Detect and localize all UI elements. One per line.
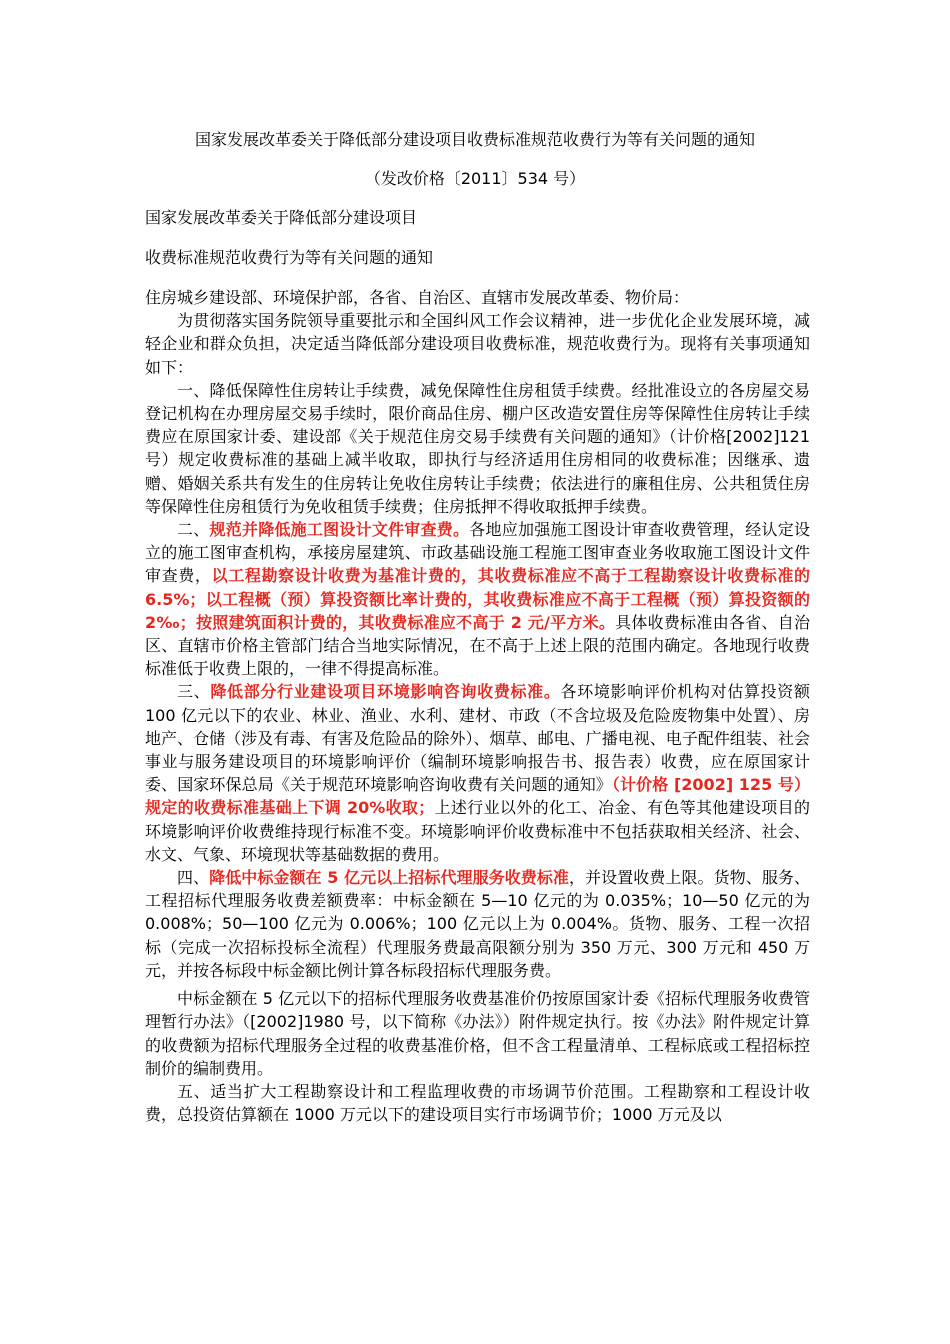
paragraph-3 — [145, 680, 810, 866]
p2-heading: 规范并降低施工图设计文件审查费。 — [209, 520, 470, 540]
recipients: 住房城乡建设部、环境保护部，各省、自治区、直辖市发展改革委、物价局： — [145, 288, 690, 307]
p2-highlight: 以工程勘察设计收费为基准计费的，其收费标准应不高于工程勘察设计收费标准的 6.5%；以工程概（预）算投资额比率计费的，其收费标准应不高于工程概（预）算投资额的 2‰；按照建筑面积计费的，其收费标准应不高于 2 元/平方米。 — [145, 566, 810, 632]
p4-heading: 降低中标金额在 5 亿元以上招标代理服务收费标准 — [209, 868, 569, 888]
p2-text-2: 具体收费标准由各省、自治区、直辖市价格主管部门结合当地实际情况，在不高于上述上限的范围内确定。各地现行收费标准低于收费上限的，一律不得提高标准。 — [145, 612, 810, 679]
document-body — [145, 286, 810, 1126]
p3-heading: 降低部分行业建设项目环境影响咨询收费标准。 — [210, 682, 561, 702]
subtitle-line-2: 收费标准规范收费行为等有关问题的通知 — [145, 248, 434, 267]
paragraph-4 — [145, 866, 810, 982]
paragraph-6: 五、适当扩大工程勘察设计和工程监理收费的市场调节价范围。工程勘察和工程设计收费，总投资估算额在 1000 万元以下的建设项目实行市场调节价；1000 万元及以 — [145, 1081, 810, 1125]
p4-number: 四、 — [177, 868, 210, 888]
document-title: 国家发展改革委关于降低部分建设项目收费标准规范收费行为等有关问题的通知 — [194, 130, 755, 149]
p2-number: 二、 — [177, 520, 210, 540]
p4-text: ，并设置收费上限。货物、服务、工程招标代理服务收费差额费率：中标金额在 5—10 亿元的为 0.035%；10—50 亿元的为 0.008%；50—100 亿元为 0.006%；100 亿元以上为 0.004%。货物、服务、工程一次招标（完成一次招标投标全流程）代理服务费最高限额分别为 350 万元、300 万元和 450 万元，并按各标段中标金额比例计算各标段招标代理服务费。 — [145, 868, 810, 980]
p3-text-1: 各环境影响评价机构对估算投资额 100 亿元以下的农业、林业、渔业、水利、建材、市政（不含垃圾及危险废物集中处置）、房地产、仓储（涉及有毒、有害及危险品的除外）、烟草、邮电、广播电视、电子配件组装、社会事业与服务建设项目的环境影响评价（编制环境影响报告书、报告表）收费，应在原国家计委、国家环保总局《关于规范环境影响咨询收费有关问题的通知》 — [145, 682, 810, 795]
p3-number: 三、 — [177, 682, 211, 702]
p2-text-1: 各地应加强施工图设计审查收费管理，经认定设立的施工图审查机构，承接房屋建筑、市政基础设施工程施工图审查业务收取施工图设计文件审查费， — [145, 520, 810, 586]
document-number: （发改价格〔2011〕534 号） — [364, 169, 586, 188]
subtitle-line-1: 国家发展改革委关于降低部分建设项目 — [145, 208, 418, 227]
intro-paragraph: 为贯彻落实国务院领导重要批示和全国纠风工作会议精神，进一步优化企业发展环境，减轻企业和群众负担，决定适当降低部分建设项目收费标准，规范收费行为。现将有关事项通知如下： — [145, 311, 810, 377]
p3-highlight: （计价格 [2002] 125 号）规定的收费标准基础上下调 20%收取； — [145, 775, 810, 818]
paragraph-2 — [145, 518, 810, 680]
paragraph-1: 一、降低保障性住房转让手续费，减免保障性住房租赁手续费。经批准设立的各房屋交易登记机构在办理房屋交易手续时，限价商品住房、棚户区改造安置住房等保障性住房转让手续费应在原国家计委、建设部《关于规范住房交易手续费有关问题的通知》（计价格[2002]121 号）规定收费标准的基础上减半收取，即执行与经济适用住房相同的收费标准；因继承、遗赠、婚姻关系共有发生的住房转让免收住房转让手续费；依法进行的廉租住房、公共租赁住房等保障性住房租赁行为免收租赁手续费；住房抵押不得收取抵押手续费。 — [145, 380, 810, 516]
p3-text-2: 上述行业以外的化工、冶金、有色等其他建设项目的环境影响评价收费维持现行标准不变。环境影响评价收费标准中不包括获取相关经济、社会、水文、气象、环境现状等基础数据的费用。 — [145, 798, 810, 864]
paragraph-5: 中标金额在 5 亿元以下的招标代理服务收费基准价仍按原国家计委《招标代理服务收费管理暂行办法》（[2002]1980 号，以下简称《办法》）附件规定执行。按《办法》附件规定计算的收费额为招标代理服务全过程的收费基准价格，但不含工程量清单、工程标底或工程招标控制价的编制费用。 — [145, 989, 810, 1078]
